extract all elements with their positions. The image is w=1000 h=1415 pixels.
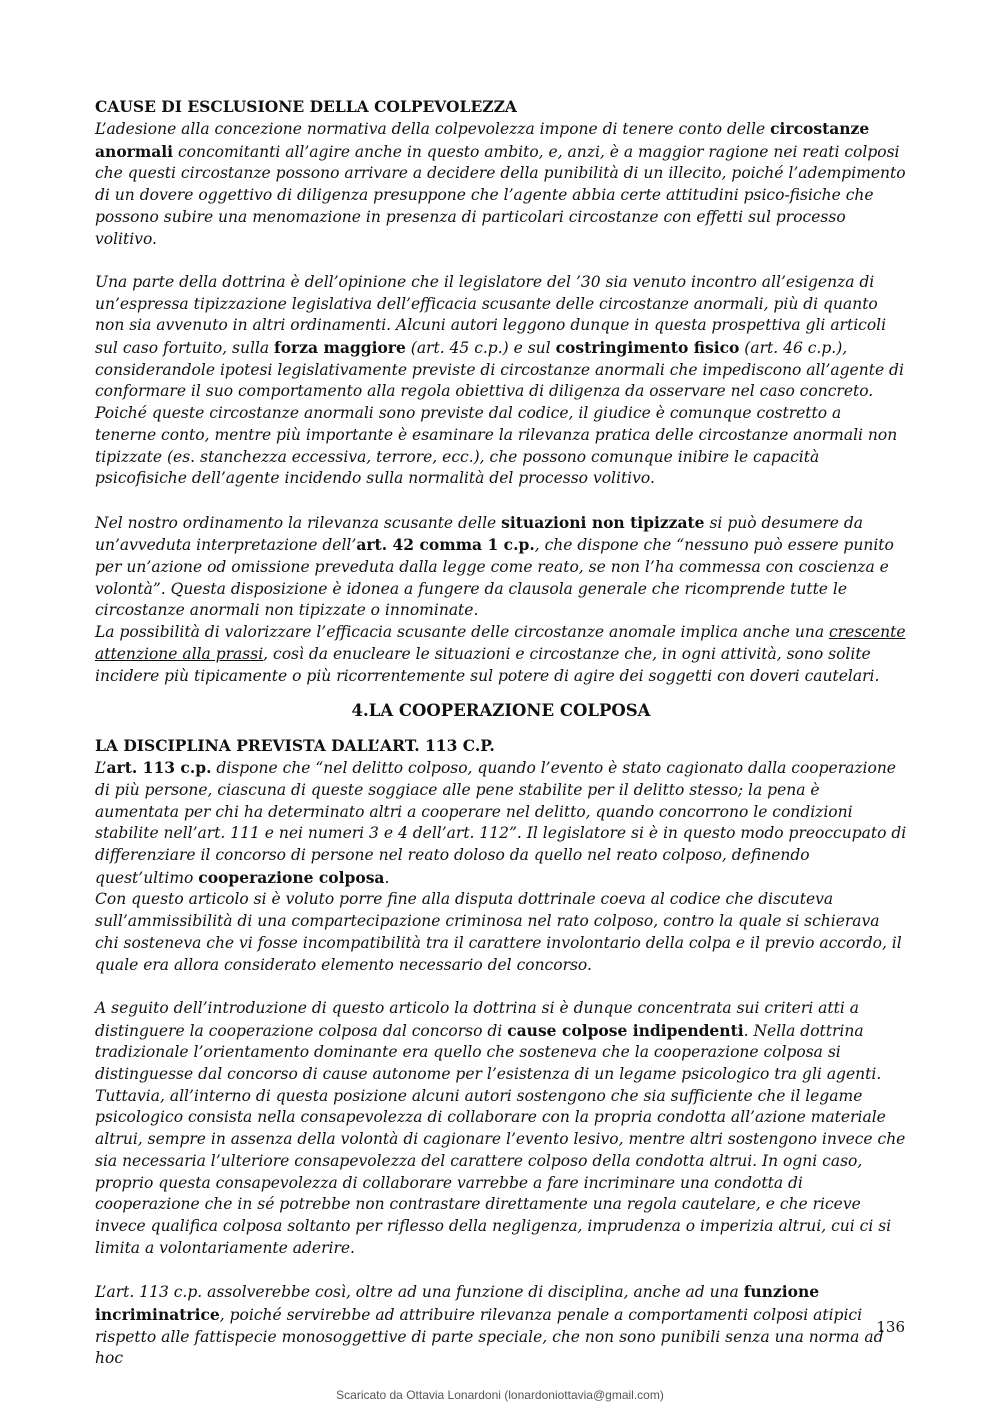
- text-run: dispone che “nel delitto colposo, quando l’evento è stato cagionato dalla cooperazione di più persone, ciascuna di queste soggiace alle pene stabilite per il delitto stesso; la pena è aumentata per chi ha determinato altri a cooperare nel delitto, quando concorrono le condizioni stabilite nell’art. 111 e nei numeri 3 e 4 dell’art. 112”. Il legislatore si è in questo modo preoccupato di differenziare il concorso di persone nel reato doloso da quello nel reato colposo, definendo quest’ultimo: [95, 759, 907, 887]
- text-run: L’adesione alla concezione normativa della colpevolezza impone di tenere conto delle: [95, 120, 771, 138]
- text-run: . Nella dottrina tradizionale l’orientamento dominante era quello che sosteneva che la cooperazione colposa si distinguesse dal concorso di cause autonome per l’esistenza di un legame psicologico tra gli agenti. Tuttavia, all’interno di questa posizione alcuni autori sostengono che sia sufficiente che il legame psicologico consista nella consapevolezza di collaborare con la propria condotta all’azione materiale altrui, sempre in assenza della volontà di cagionare l’evento lesivo, mentre altri sostengono invece che sia necessaria l’ulteriore consapevolezza del carattere colposo della condotta altrui. In ogni caso, proprio questa consapevolezza di collaborare varrebbe a fare incriminare una condotta di cooperazione che in sé potrebbe non contrastare direttamente una regola cautelare, e che riceve invece qualifica colposa soltanto per riflesso della negligenza, imprudenza o imperizia altrui, cui ci si limita a volontariamente aderire.: [95, 1021, 906, 1257]
- text-run: , poiché servirebbe ad attribuire rilevanza penale a comportamenti colposi atipici rispetto alle fattispecie monosoggettive di parte speciale, che non sono punibili senza una norma ad hoc: [95, 1305, 884, 1368]
- bold-term: cooperazione colposa: [198, 867, 385, 887]
- paragraph: [95, 757, 907, 889]
- text-run: Una parte della dottrina è dell’opinione che il legislatore del ’30 sia venuto incontro all’esigenza di un’espressa tipizzazione legislativa dell’efficacia scusante delle circostanze anormali, più di quanto non sia avvenuto in altri ordinamenti. Alcuni autori leggono dunque in questa prospettiva gli articoli sul caso fortuito, sulla: [95, 272, 887, 358]
- download-footer: Scaricato da Ottavia Lonardoni (lonardoniottavia@gmail.com): [336, 1388, 664, 1402]
- section-heading: LA DISCIPLINA PREVISTA DALL’ART. 113 C.P.: [95, 736, 495, 756]
- text-run: (art. 45 c.p.) e sul: [405, 339, 556, 358]
- bold-term: cause colpose indipendenti: [507, 1020, 744, 1040]
- text-run: , che dispone che “nessuno può essere punito per un’azione od omissione preveduta dalla legge come reato, se non l’ha commessa con coscienza e volontà”. Questa disposizione è idonea a fungere da clausola generale che ricomprende tutte le circostanze anormali non tipizzate o innominate.: [95, 536, 894, 620]
- bold-term: art. 113 c.p.: [106, 758, 212, 778]
- paragraph: [95, 1281, 907, 1370]
- paragraph: [95, 118, 907, 250]
- paragraph: [95, 512, 907, 623]
- paragraph: [95, 272, 907, 403]
- text-run: , così da enucleare le situazioni e circostanze che, in ogni attività, sono solite incidere più tipicamente o più ricorrentemente sul potere di agire dei soggetti con doveri cautelari.: [95, 644, 880, 685]
- text-run: si può desumere da un’avveduta interpretazione dell’: [95, 513, 864, 555]
- section-heading: CAUSE DI ESCLUSIONE DELLA COLPEVOLEZZA: [95, 97, 517, 116]
- underlined-term: crescente attenzione alla prassi: [95, 623, 906, 663]
- bold-term: art. 42 comma 1 c.p.: [356, 535, 535, 555]
- text-run: Poiché queste circostanze anormali sono previste dal codice, il giudice è comunque costretto a tenerne conto, mentre più importante è esaminare la rilevanza pratica delle circostanze anormali non tipizzate (es. stanchezza eccessiva, terrore, ecc.), che possono comunque inibire le capacità psicofisiche dell’agente incidendo sulla normalità del processo volitivo.: [95, 404, 898, 488]
- bold-term: circostanze anormali: [95, 119, 870, 161]
- text-run: A seguito dell’introduzione di questo articolo la dottrina si è dunque concentrata sui criteri atti a distinguere la cooperazione colposa dal concorso di: [95, 998, 859, 1040]
- paragraph: [95, 622, 907, 687]
- text-run: L’art. 113 c.p. assolverebbe così, oltre ad una funzione di disciplina, anche ad una: [95, 1283, 744, 1302]
- text-run: Con questo articolo si è voluto porre fine alla disputa dottrinale coeva al codice che discuteva sull’ammissibilità di una compartecipazione criminosa nel rato colposo, contro la quale si schierava chi sosteneva che vi fosse incompatibilità tra il carattere involontario della colpa e il previo accordo, il quale era allora considerato elemento necessario del concorso.: [95, 890, 902, 974]
- page-number: 136: [876, 1318, 905, 1336]
- paragraph: [95, 998, 907, 1259]
- bold-term: costringimento fisico: [555, 338, 740, 358]
- chapter-title: 4.LA COOPERAZIONE COLPOSA: [351, 701, 651, 721]
- bold-term: forza maggiore: [274, 338, 406, 358]
- bold-term: funzione incriminatrice: [95, 1282, 820, 1324]
- paragraph: [95, 403, 907, 490]
- text-run: .: [384, 868, 390, 887]
- text-run: concomitanti all’agire anche in questo ambito, e, anzi, è a maggior ragione nei reati colposi che questi circostanze possono arrivare a decidere della punibilità di un illecito, poiché l’adempimento di un dovere oggettivo di diligenza presuppone che l’agente abbia certe attitudini psico-fisiche che possono subire una menomazione in presenza di particolari circostanze con effetti sul processo volitivo.: [95, 142, 906, 248]
- paragraph: [95, 889, 907, 976]
- document-body: [95, 96, 907, 1370]
- text-run: Nel nostro ordinamento la rilevanza scusante delle: [95, 513, 502, 532]
- text-run: (art. 46 c.p.), considerandole ipotesi legislativamente previste di circostanze anormali che impediscono all’agente di conformare il suo comportamento alla regola obiettiva di diligenza da osservare nel caso concreto.: [95, 339, 904, 401]
- text-run: La possibilità di valorizzare l’efficacia scusante delle circostanze anomale implica anche una: [95, 623, 830, 642]
- text-run: L’: [95, 759, 107, 778]
- bold-term: situazioni non tipizzate: [501, 512, 705, 532]
